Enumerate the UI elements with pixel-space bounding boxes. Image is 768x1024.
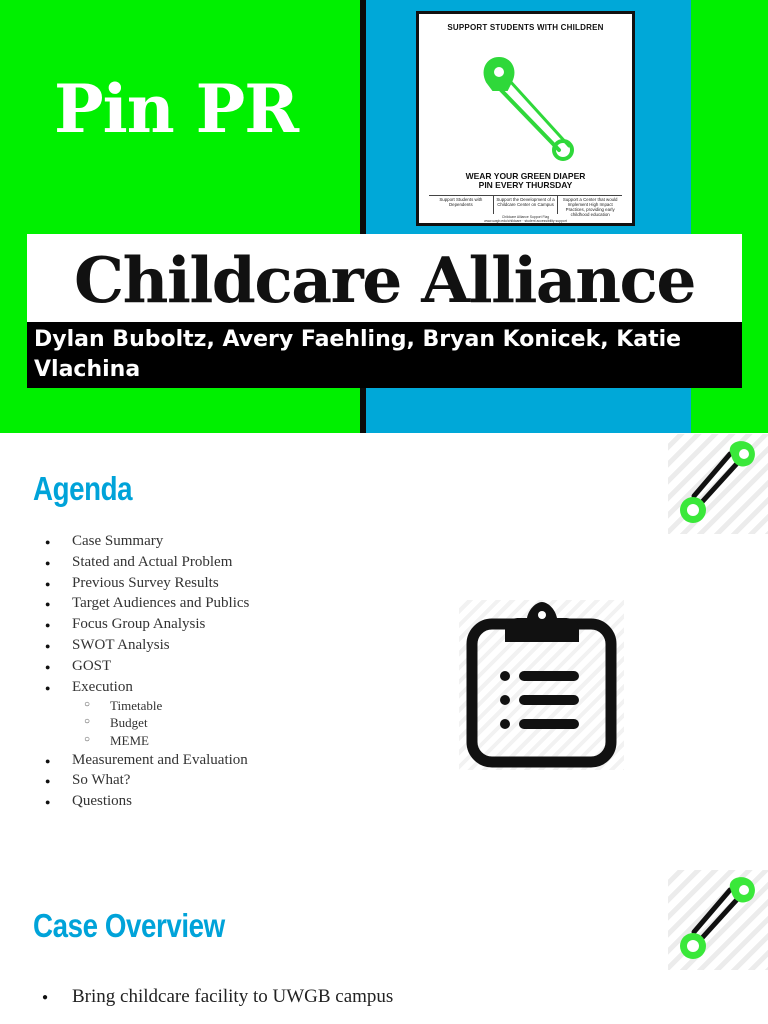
clipboard-list-icon — [459, 600, 624, 770]
agenda-heading: Agenda — [33, 470, 133, 507]
bullet-icon: ● — [42, 992, 49, 1003]
agenda-item-text: Target Audiences and Publics — [72, 595, 250, 612]
bullet-icon: ● — [45, 776, 51, 787]
agenda-item-text: SWOT Analysis — [72, 637, 170, 653]
bullet-icon: ● — [45, 755, 51, 766]
poster-column-3: Support a Center that would Implement High Impact Practices, providing early childhood education — [557, 196, 622, 214]
agenda-item-text: GOST — [72, 657, 112, 674]
title-slide — [0, 0, 768, 433]
bullet-icon: ● — [45, 620, 51, 631]
case-overview-text: Bring childcare facility to UWGB campus — [72, 986, 394, 1007]
campaign-poster — [416, 11, 635, 226]
case-overview-heading: Case Overview — [33, 907, 225, 944]
presentation-title: Childcare Alliance — [74, 243, 695, 317]
safety-pin-logo — [668, 434, 768, 534]
safety-pin-logo — [668, 870, 768, 970]
agenda-item-text: Stated and Actual Problem — [72, 553, 233, 570]
bullet-icon: ● — [45, 797, 51, 808]
poster-footer-line-1: Childcare Alliance Support Flag — [501, 215, 550, 219]
poster-footer — [439, 215, 612, 223]
bullet-icon: ● — [45, 578, 51, 589]
poster-column-2: Support the Development of a Childcare Center on Campus — [493, 196, 558, 214]
authors-band — [27, 322, 742, 388]
poster-headline: SUPPORT STUDENTS WITH CHILDREN — [447, 23, 604, 32]
bullet-icon: ● — [45, 557, 51, 568]
poster-column-1: Support Students with Dependents — [439, 197, 483, 207]
agenda-item-text: Case Summary — [72, 533, 164, 549]
agenda-item-text: So What? — [72, 772, 131, 789]
clipboard-icon — [459, 600, 624, 770]
bullet-icon: ● — [45, 661, 51, 672]
agenda-item-text: Focus Group Analysis — [72, 616, 206, 633]
poster-footer-line-2: www.uwgb.edu/childcare · student accessibility support — [484, 219, 567, 223]
bullet-icon: ● — [45, 641, 51, 651]
brand-title: Pin PR — [54, 70, 299, 148]
bullet-icon: ● — [45, 682, 51, 693]
agenda-item-text: Budget — [110, 715, 148, 731]
safety-pin-icon — [668, 870, 768, 970]
bullet-icon: ● — [45, 599, 51, 610]
poster-call-to-action — [419, 172, 632, 190]
agenda-item-text: Questions — [72, 793, 132, 810]
bullet-icon: ● — [45, 537, 51, 547]
agenda-item-text: Timetable — [110, 697, 163, 713]
safety-pin-icon — [668, 434, 768, 534]
agenda-item-text: Execution — [72, 678, 133, 695]
agenda-item-text: Previous Survey Results — [72, 574, 219, 591]
author-names: Dylan Buboltz, Avery Faehling, Bryan Konicek, Katie Vlachina — [34, 327, 682, 382]
agenda-item-text: MEME — [110, 732, 149, 748]
title-band — [27, 234, 742, 322]
bullet-icon: ○ — [84, 698, 91, 710]
poster-call-line-1: WEAR YOUR GREEN DIAPER — [465, 171, 586, 181]
safety-pin-icon — [479, 50, 579, 162]
agenda-item-text: Measurement and Evaluation — [72, 751, 248, 768]
bullet-icon: ○ — [84, 733, 91, 745]
bullet-icon: ○ — [84, 716, 91, 728]
poster-call-line-2: PIN EVERY THURSDAY — [478, 180, 573, 190]
